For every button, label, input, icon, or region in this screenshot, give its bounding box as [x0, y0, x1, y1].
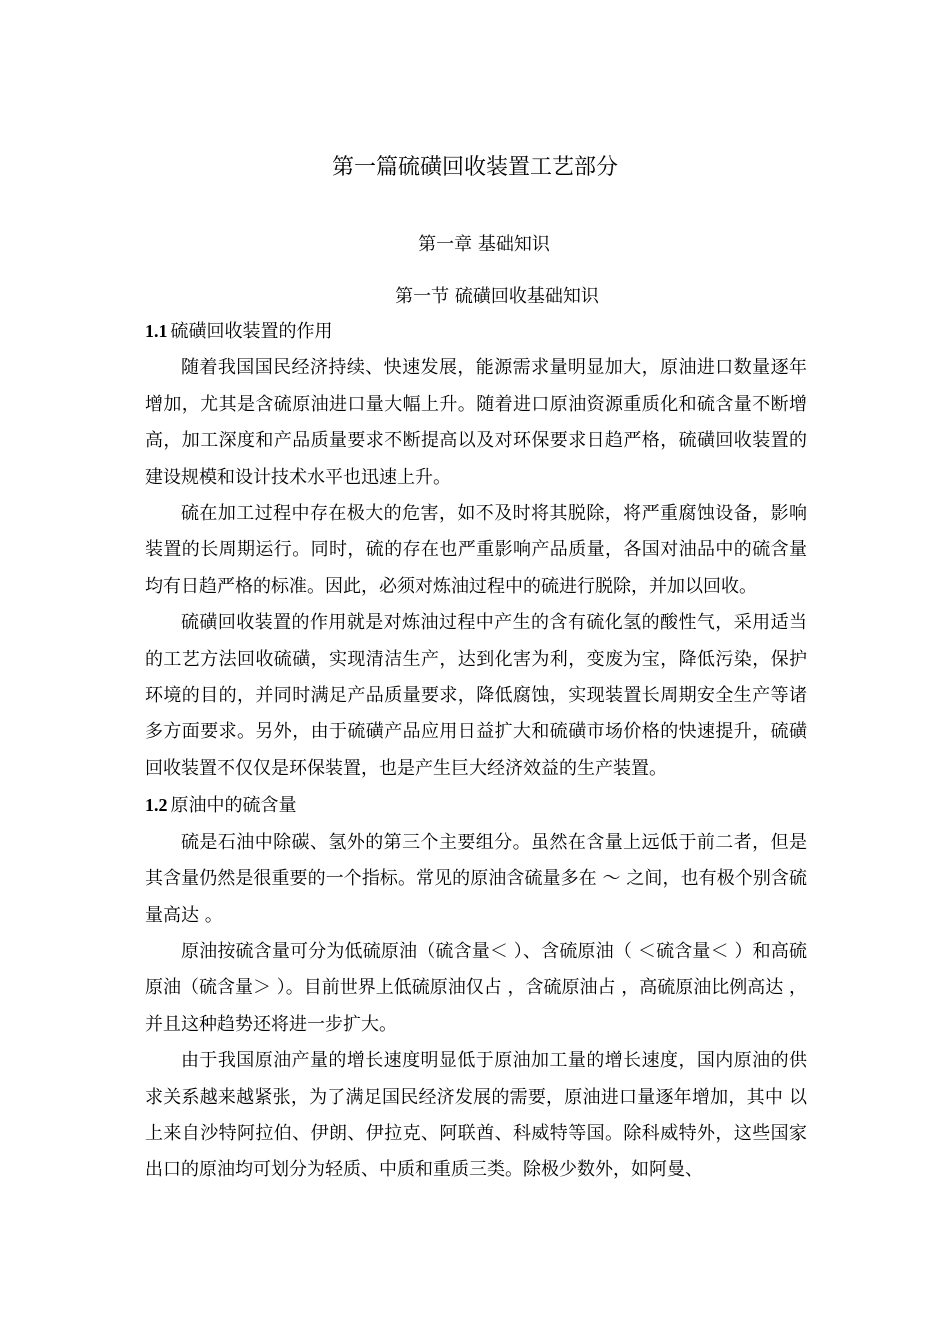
subsection-number: 1.2: [145, 795, 168, 816]
subsection-heading-text: 硫磺回收装置的作用: [170, 321, 333, 342]
paragraph: 硫在加工过程中存在极大的危害，如不及时将其脱除，将严重腐蚀设备，影响装置的长周期运行。同时，硫的存在也严重影响产品质量，各国对油品中的硫含量均有日趋严格的标准。因此，必须对炼油过程中的硫进行脱除，并加以回收。: [145, 503, 807, 597]
subsection-heading-1-2: [145, 787, 807, 824]
paragraph: 由于我国原油产量的增长速度明显低于原油加工量的增长速度，国内原油的供求关系越来越紧张，为了满足国民经济发展的需要，原油进口量逐年增加，其中 以上来自沙特阿拉伯、伊朗、伊拉克、阿联酋、科威特等国。除科威特外，这些国家出口的原油均可划分为轻质、中质和重质三类。除极少数外，如阿曼、: [145, 1050, 807, 1181]
paragraph: 硫是石油中除碳、氢外的第三个主要组分。虽然在含量上远低于前二者，但是其含量仍然是很重要的一个指标。常见的原油含硫量多在 ～ 之间，也有极个别含硫量高达 。: [145, 831, 807, 926]
subsection-number: 1.1: [145, 321, 168, 341]
paragraph: 硫磺回收装置的作用就是对炼油过程中产生的含有硫化氢的酸性气，采用适当的工艺方法回收硫磺，实现清洁生产，达到化害为利，变废为宝，降低污染，保护环境的目的，并同时满足产品质量要求，降低腐蚀，实现装置长周期安全生产等诸多方面要求。另外，由于硫磺产品应用日益扩大和硫磺市场价格的快速提升，硫磺回收装置不仅仅是环保装置，也是产生巨大经济效益的生产装置。: [145, 612, 807, 779]
document-body: [145, 313, 807, 1189]
subsection-heading-1-1: [145, 313, 807, 350]
chapter-title: 第一章 基础知识: [418, 234, 550, 255]
paragraph: 原油按硫含量可分为低硫原油（硫含量＜ ）、含硫原油（ ＜硫含量＜ ）和高硫原油（硫含量＞ ）。目前世界上低硫原油仅占 ，含硫原油占 ，高硫原油比例高达 ，并且这种趋势还将进一步扩大。: [145, 940, 807, 1035]
subsection-heading-text: 原油中的硫含量: [170, 795, 297, 817]
paragraph: 随着我国国民经济持续、快速发展，能源需求量明显加大，原油进口数量逐年增加，尤其是含硫原油进口量大幅上升。随着进口原油资源重质化和硫含量不断增高，加工深度和产品质量要求不断提高以及对环保要求日趋严格，硫磺回收装置的建设规模和设计技术水平也迅速上升。: [145, 357, 807, 488]
section-title: 第一节 硫磺回收基础知识: [395, 286, 599, 307]
document-title: 第一篇硫磺回收装置工艺部分: [331, 155, 618, 180]
